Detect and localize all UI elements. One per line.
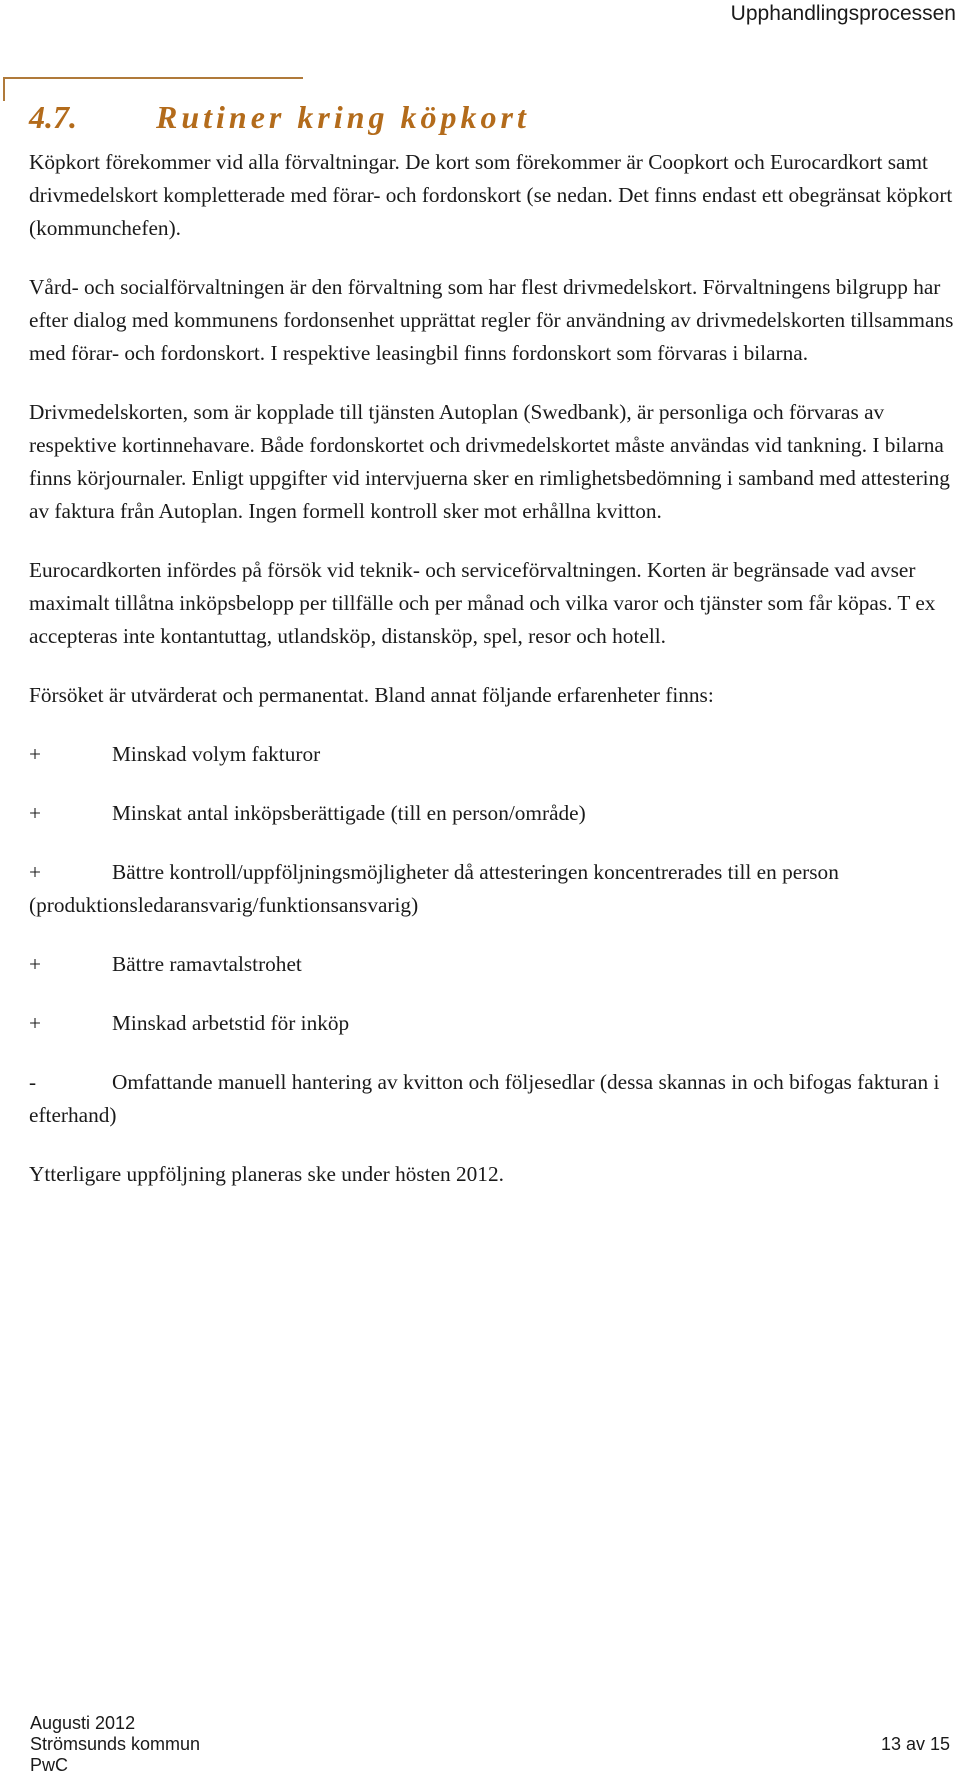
list-item-text: Bättre ramavtalstrohet bbox=[112, 952, 302, 976]
list-item-text: Minskad volym fakturor bbox=[112, 742, 321, 766]
paragraph: Eurocardkorten infördes på försök vid teknik- och serviceförvaltningen. Korten är begränsade vad avser maximalt tillåtna inköpsbelopp per tillfälle och per månad och vilka varor och tjänster som får köpas. T ex accepteras inte kontantuttag, utlandsköp, distansköp, spel, resor och hotell. bbox=[29, 558, 936, 648]
paragraph: Köpkort förekommer vid alla förvaltningar. De kort som förekommer är Coopkort och Eurocardkort samt drivmedelskort kompletterade med förar- och fordonskort (se nedan. Det finns endast ett obegränsat köpkort (kommunchefen). bbox=[29, 150, 953, 240]
list-item bbox=[29, 797, 959, 830]
closing-paragraph: Ytterligare uppföljning planeras ske under hösten 2012. bbox=[29, 1162, 504, 1186]
list-item bbox=[29, 1007, 959, 1040]
list-item-text: Bättre kontroll/uppföljningsmöjligheter då attesteringen koncentrerades till en person (produktionsledaransvarig/funktionsansvarig) bbox=[29, 860, 839, 917]
list-marker: + bbox=[29, 801, 42, 825]
section-number: 4.7. bbox=[29, 99, 77, 135]
footer-organization: Strömsunds kommun bbox=[30, 1734, 201, 1754]
footer-date: Augusti 2012 bbox=[30, 1713, 136, 1733]
list-item bbox=[29, 738, 959, 771]
list-item bbox=[29, 1066, 959, 1132]
paragraph: Försöket är utvärderat och permanentat. Bland annat följande erfarenheter finns: bbox=[29, 683, 714, 707]
list-item-text: Minskat antal inköpsberättigade (till en person/område) bbox=[112, 801, 586, 825]
page-number: 13 av 15 bbox=[880, 1734, 950, 1754]
list-marker: + bbox=[29, 952, 42, 976]
page-header-title: Upphandlingsprocessen bbox=[730, 2, 956, 25]
list-marker: + bbox=[29, 860, 42, 884]
paragraph: Drivmedelskorten, som är kopplade till tjänsten Autoplan (Swedbank), är personliga och förvaras av respektive kortinnehavare. Både fordonskortet och drivmedelskortet måste användas vid tankning. I bilarna finns körjournaler. Enligt uppgifter vid intervjuerna sker en rimlighetsbedömning i samband med attestering av faktura från Autoplan. Ingen formell kontroll sker mot erhållna kvitton. bbox=[29, 400, 950, 523]
list-item bbox=[29, 948, 959, 981]
section-title: Rutiner kring köpkort bbox=[156, 99, 530, 135]
document-body bbox=[29, 146, 959, 1217]
list-item-text: Omfattande manuell hantering av kvitton och följesedlar (dessa skannas in och bifogas fakturan i efterhand) bbox=[29, 1070, 940, 1127]
footer-company: PwC bbox=[30, 1755, 69, 1775]
list-marker: - bbox=[29, 1070, 37, 1094]
paragraph: Vård- och socialförvaltningen är den förvaltning som har flest drivmedelskort. Förvaltningens bilgrupp har efter dialog med kommunens fordonsenhet upprättat regler för användning av drivmedelskorten tillsammans med förar- och fordonskort. I respektive leasingbil finns fordonskort som förvaras i bilarna. bbox=[29, 275, 954, 365]
list-item-text: Minskad arbetstid för inköp bbox=[112, 1011, 350, 1035]
page-footer bbox=[30, 1713, 950, 1776]
section-heading bbox=[29, 99, 530, 136]
corner-rule-horizontal bbox=[3, 77, 303, 79]
list-marker: + bbox=[29, 742, 42, 766]
list-marker: + bbox=[29, 1011, 42, 1035]
corner-rule-vertical bbox=[3, 77, 5, 101]
list-item bbox=[29, 856, 959, 922]
